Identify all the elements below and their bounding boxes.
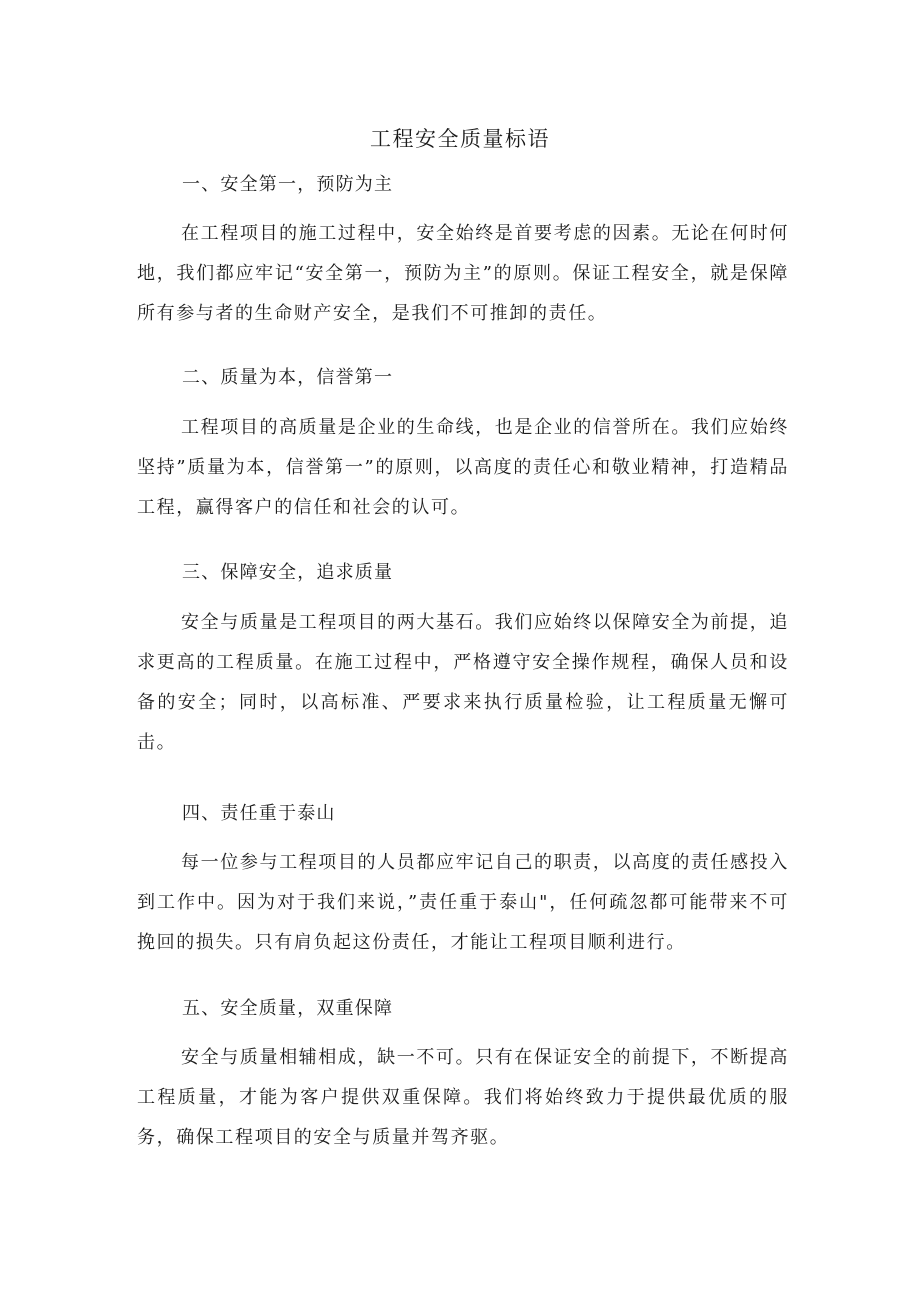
section-body-5: 安全与质量相辅相成，缺一不可。只有在保证安全的前提下，不断提高工程质量，才能为客户提供双重保障。我们将始终致力于提供最优质的服务，确保工程项目的安全与质量并驾齐驱。 bbox=[137, 1047, 789, 1148]
section-heading-3: 三、保障安全，追求质量 bbox=[182, 562, 394, 583]
section-body-1: 在工程项目的施工过程中，安全始终是首要考虑的因素。无论在何时何地，我们都应牢记“安全第一，预防为主”的原则。保证工程安全，就是保障所有参与者的生命财产安全，是我们不可推卸的责任。 bbox=[137, 223, 789, 324]
section-body-4: 每一位参与工程项目的人员都应牢记自己的职责，以高度的责任感投入到工作中。因为对于我们来说，”责任重于泰山"，任何疏忽都可能带来不可挽回的损失。只有肩负起这份责任，才能让工程项目顺利进行。 bbox=[137, 852, 789, 953]
section-body-3: 安全与质量是工程项目的两大基石。我们应始终以保障安全为前提，追求更高的工程质量。在施工过程中，严格遵守安全操作规程，确保人员和设备的安全；同时，以高标准、严要求来执行质量检验，让工程质量无懈可击。 bbox=[137, 612, 789, 753]
document-title: 工程安全质量标语 bbox=[370, 127, 550, 151]
section-body-2: 工程项目的高质量是企业的生命线，也是企业的信誉所在。我们应始终坚持”质量为本，信誉第一”的原则，以高度的责任心和敬业精神，打造精品工程，赢得客户的信任和社会的认可。 bbox=[137, 417, 789, 518]
section-heading-4: 四、责任重于泰山 bbox=[182, 803, 336, 824]
section-heading-5: 五、安全质量，双重保障 bbox=[182, 998, 394, 1019]
section-heading-1: 一、安全第一，预防为主 bbox=[182, 174, 394, 195]
section-heading-2: 二、质量为本，信誉第一 bbox=[182, 367, 394, 388]
